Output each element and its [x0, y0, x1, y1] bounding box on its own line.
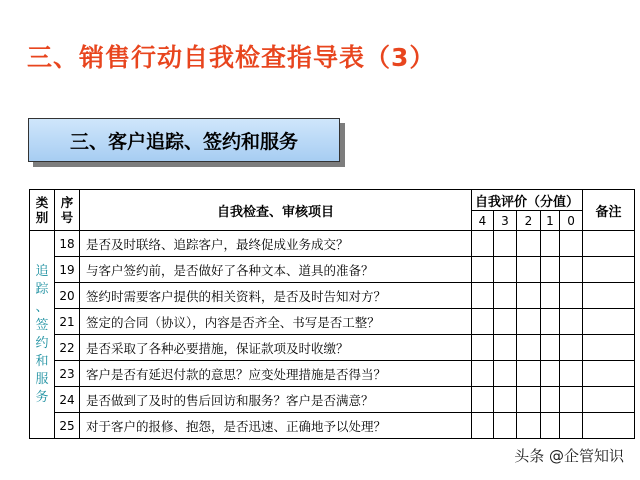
- score-2: 2: [517, 211, 541, 231]
- note-cell[interactable]: [583, 387, 635, 413]
- score-cell[interactable]: [517, 413, 541, 439]
- row-no: 21: [55, 309, 80, 335]
- score-cell[interactable]: [517, 361, 541, 387]
- score-cell[interactable]: [560, 231, 583, 257]
- row-no: 23: [55, 361, 80, 387]
- header-seq: 序 号: [55, 190, 80, 231]
- score-cell[interactable]: [517, 387, 541, 413]
- score-cell[interactable]: [560, 413, 583, 439]
- table-row: [30, 387, 635, 413]
- score-cell[interactable]: [517, 335, 541, 361]
- row-no: 25: [55, 413, 80, 439]
- score-cell[interactable]: [541, 283, 560, 309]
- score-cell[interactable]: [472, 387, 494, 413]
- score-cell[interactable]: [517, 283, 541, 309]
- row-item: 是否做到了及时的售后回访和服务？客户是否满意？: [80, 387, 472, 413]
- score-cell[interactable]: [494, 283, 517, 309]
- page-title: 三、销售行动自我检查指导表（3）: [27, 43, 436, 72]
- note-cell[interactable]: [583, 231, 635, 257]
- score-cell[interactable]: [560, 309, 583, 335]
- score-cell[interactable]: [560, 257, 583, 283]
- score-1: 1: [541, 211, 560, 231]
- score-cell[interactable]: [494, 257, 517, 283]
- score-cell[interactable]: [560, 283, 583, 309]
- score-cell[interactable]: [517, 257, 541, 283]
- watermark: 头条 @企管知识: [514, 447, 624, 465]
- row-no: 20: [55, 283, 80, 309]
- row-item: 是否采取了各种必要措施，保证款项及时收缴？: [80, 335, 472, 361]
- table-row: [30, 335, 635, 361]
- note-cell[interactable]: [583, 361, 635, 387]
- score-cell[interactable]: [517, 309, 541, 335]
- score-cell[interactable]: [494, 387, 517, 413]
- section-heading-box: [28, 118, 340, 162]
- score-cell[interactable]: [472, 361, 494, 387]
- score-cell[interactable]: [541, 361, 560, 387]
- self-check-table: [29, 189, 635, 439]
- score-cell[interactable]: [494, 309, 517, 335]
- row-item: 客户是否有延迟付款的意思？应变处理措施是否得当？: [80, 361, 472, 387]
- note-cell[interactable]: [583, 413, 635, 439]
- table-row: [30, 309, 635, 335]
- score-cell[interactable]: [541, 413, 560, 439]
- table-row: [30, 283, 635, 309]
- score-cell[interactable]: [560, 335, 583, 361]
- score-cell[interactable]: [541, 335, 560, 361]
- table-row: [30, 257, 635, 283]
- note-cell[interactable]: [583, 309, 635, 335]
- note-cell[interactable]: [583, 257, 635, 283]
- score-cell[interactable]: [541, 387, 560, 413]
- score-cell[interactable]: [494, 231, 517, 257]
- row-item: 是否及时联络、追踪客户，最终促成业务成交？: [80, 231, 472, 257]
- score-0: 0: [560, 211, 583, 231]
- row-no: 24: [55, 387, 80, 413]
- score-cell[interactable]: [560, 387, 583, 413]
- table-row: [30, 413, 635, 439]
- header-category: 类 别: [30, 190, 55, 231]
- row-no: 19: [55, 257, 80, 283]
- score-cell[interactable]: [472, 413, 494, 439]
- note-cell[interactable]: [583, 283, 635, 309]
- row-item: 签定的合同（协议），内容是否齐全、书写是否工整？: [80, 309, 472, 335]
- score-cell[interactable]: [560, 361, 583, 387]
- category-cell: 追 踪 、 签 约 和 服 务: [30, 231, 55, 439]
- note-cell[interactable]: [583, 335, 635, 361]
- score-cell[interactable]: [541, 231, 560, 257]
- section-heading: 三、客户追踪、签约和服务: [69, 130, 298, 153]
- score-cell[interactable]: [494, 361, 517, 387]
- header-eval: 自我评价（分值）: [472, 190, 583, 211]
- score-cell[interactable]: [472, 231, 494, 257]
- row-item: 与客户签约前，是否做好了各种文本、道具的准备？: [80, 257, 472, 283]
- score-cell[interactable]: [472, 335, 494, 361]
- score-cell[interactable]: [494, 413, 517, 439]
- score-cell[interactable]: [541, 257, 560, 283]
- score-cell[interactable]: [494, 335, 517, 361]
- header-items: 自我检查、审核项目: [80, 190, 472, 231]
- row-item: 对于客户的报修、抱怨，是否迅速、正确地予以处理？: [80, 413, 472, 439]
- table-row: [30, 231, 635, 257]
- score-cell[interactable]: [472, 309, 494, 335]
- row-no: 18: [55, 231, 80, 257]
- row-item: 签约时需要客户提供的相关资料，是否及时告知对方？: [80, 283, 472, 309]
- score-cell[interactable]: [517, 231, 541, 257]
- score-4: 4: [472, 211, 494, 231]
- table-row: [30, 361, 635, 387]
- score-cell[interactable]: [541, 309, 560, 335]
- header-note: 备注: [583, 190, 635, 231]
- row-no: 22: [55, 335, 80, 361]
- score-cell[interactable]: [472, 283, 494, 309]
- score-3: 3: [494, 211, 517, 231]
- score-cell[interactable]: [472, 257, 494, 283]
